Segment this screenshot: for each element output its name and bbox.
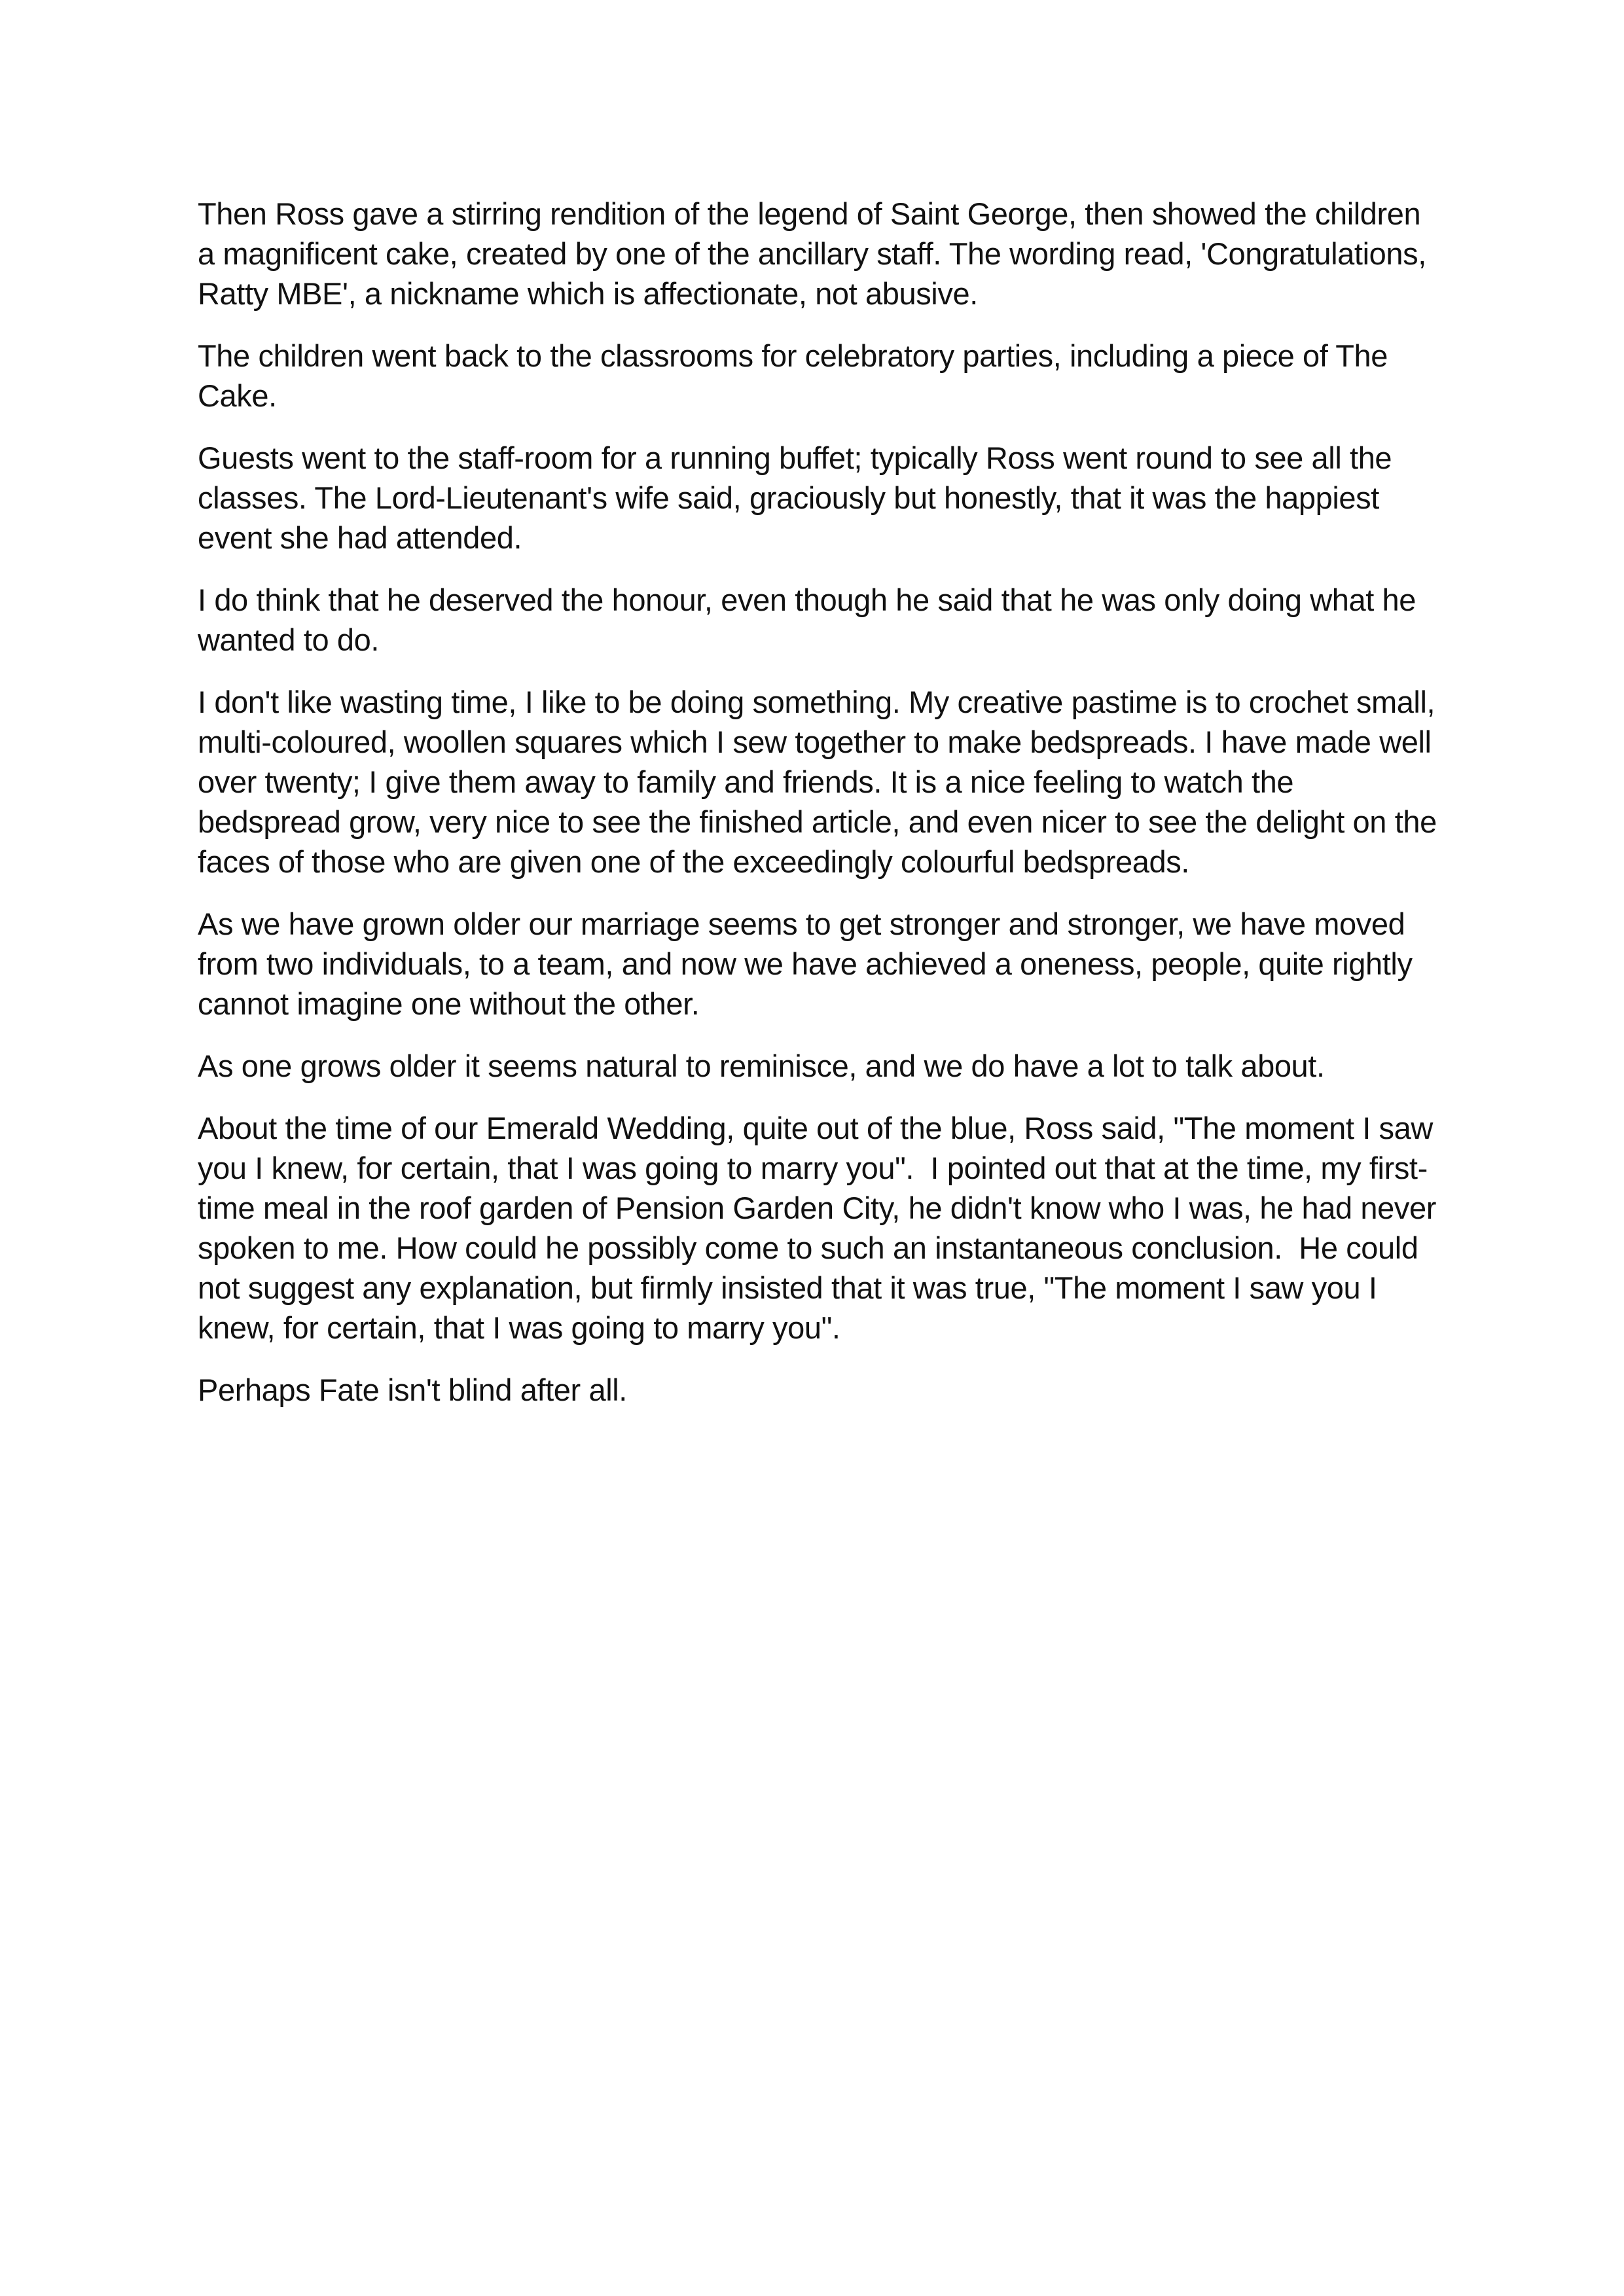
paragraph: Perhaps Fate isn't blind after all.: [198, 1372, 627, 1407]
paragraph: As we have grown older our marriage seems to get stronger and stronger, we have moved from two individuals, to a team, and now we have achieved a oneness, people, quite rightly cannot imagine one without the other.: [198, 906, 1421, 1021]
paragraph: Guests went to the staff-room for a running buffet; typically Ross went round to see all the classes. The Lord-Lieutenant's wife said, graciously but honestly, that it was the happiest event she had attended.: [198, 440, 1400, 555]
document-body: [198, 194, 1445, 1432]
paragraph: I don't like wasting time, I like to be doing something. My creative pastime is to crochet small, multi-coloured, woollen squares which I sew together to make bedspreads. I have made well over twenty; I give them away to family and friends. It is a nice feeling to watch the bedspread grow, very nice to see the finished article, and even nicer to see the delight on the faces of those who are given one of the exceedingly colourful bedspreads.: [198, 685, 1445, 879]
paragraph: About the time of our Emerald Wedding, quite out of the blue, Ross said, "The moment I saw you I knew, for certain, that I was going to marry you". I pointed out that at the time, my first-time meal in the roof garden of Pension Garden City, he didn't know who I was, he had never spoken to me. How could he possibly come to such an instantaneous conclusion. He could not suggest any explanation, but firmly insisted that it was true, "The moment I saw you I knew, for certain, that I was going to marry you".: [198, 1111, 1445, 1345]
paragraph: As one grows older it seems natural to reminisce, and we do have a lot to talk about.: [198, 1049, 1325, 1083]
paragraph: The children went back to the classrooms for celebratory parties, including a piece of The Cake.: [198, 338, 1396, 413]
paragraph: I do think that he deserved the honour, even though he said that he was only doing what he wanted to do.: [198, 583, 1424, 657]
paragraph: Then Ross gave a stirring rendition of the legend of Saint George, then showed the children a magnificent cake, created by one of the ancillary staff. The wording read, 'Congratulations, Ratty MBE', a nickname which is affectionate, not abusive.: [198, 196, 1435, 311]
